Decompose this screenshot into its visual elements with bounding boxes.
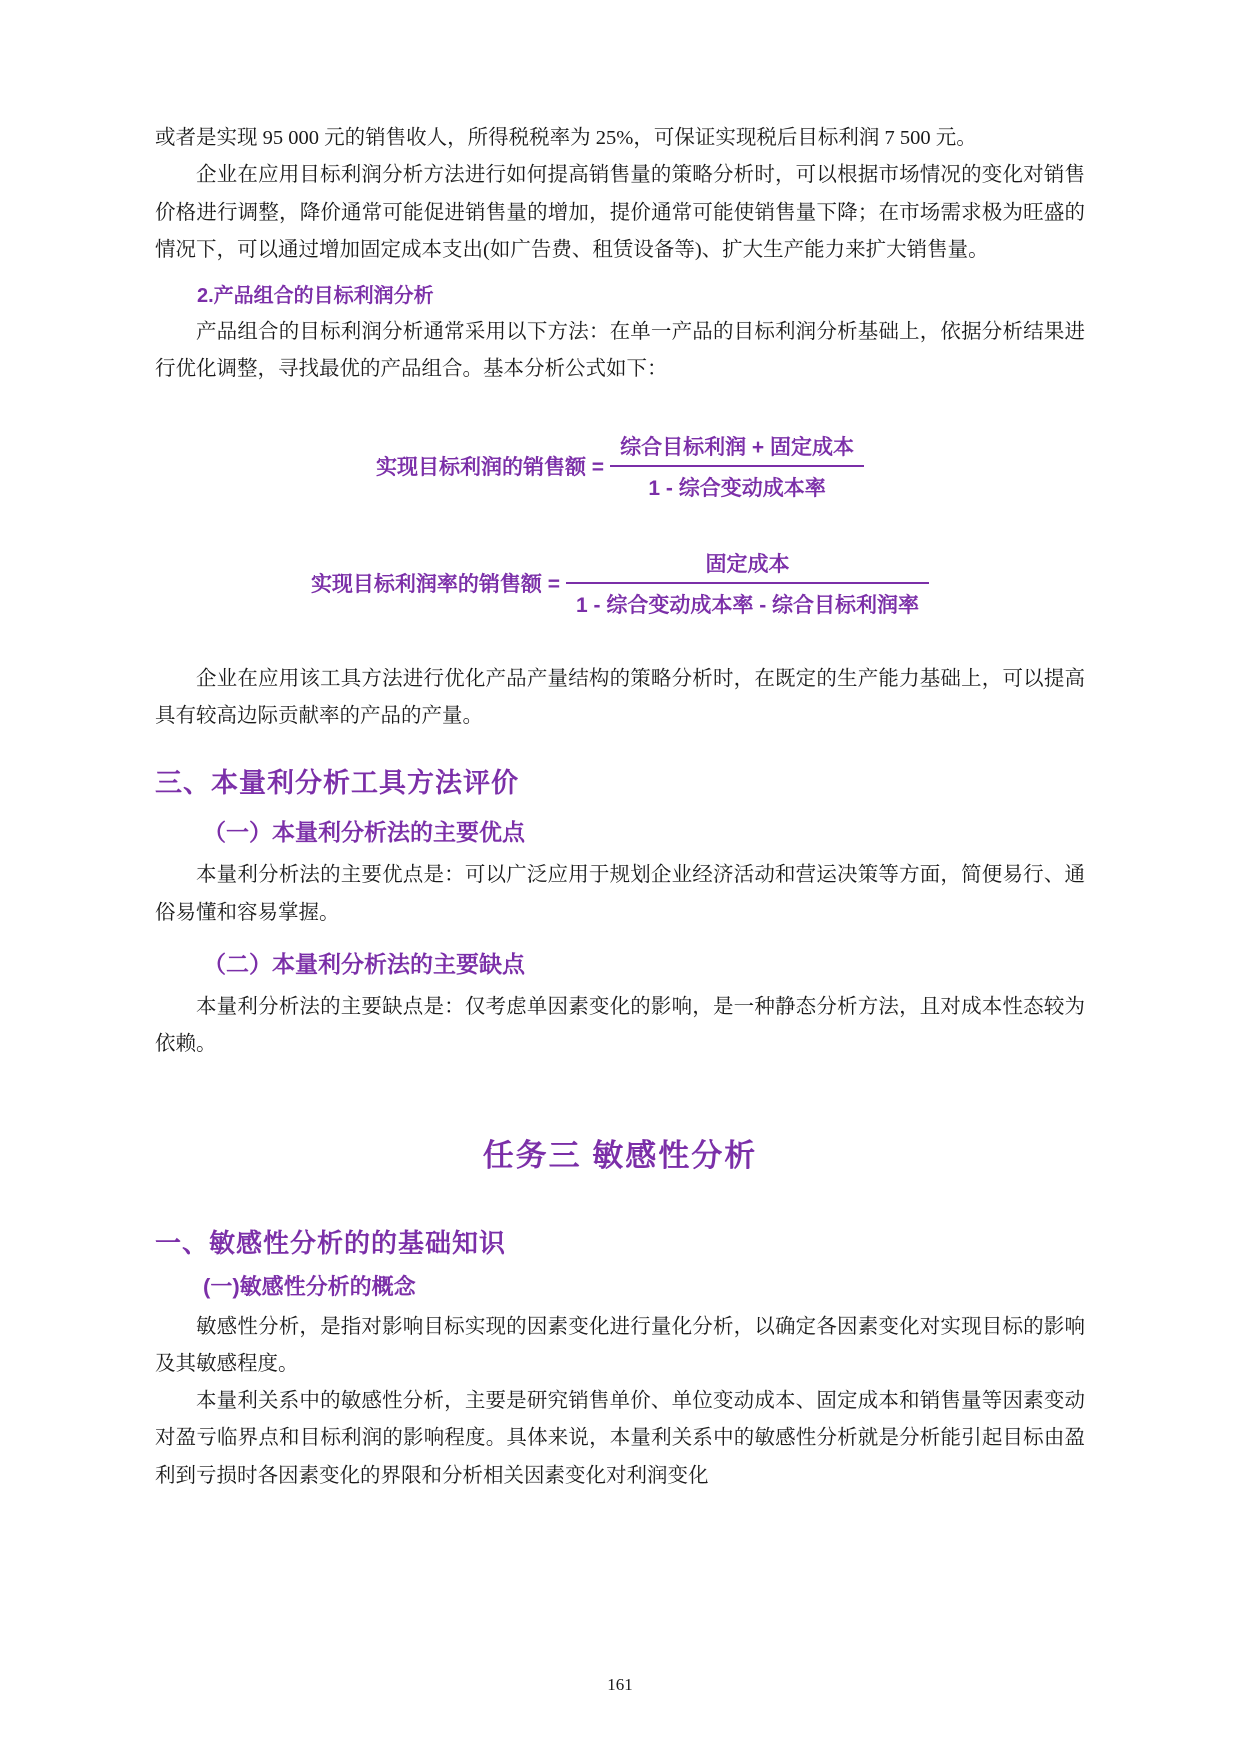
formula-target-profit-sales-amount	[155, 431, 1085, 502]
formula-target-profit-rate-sales-amount	[155, 548, 1085, 619]
formula-fraction	[566, 548, 929, 619]
formula-denominator: 1 - 综合变动成本率	[648, 476, 826, 500]
heading-task-three: 任务三 敏感性分析	[482, 1137, 758, 1173]
formula-denominator: 1 - 综合变动成本率 - 综合目标利润率	[576, 593, 920, 617]
formula-fraction	[610, 431, 864, 502]
heading-sensitivity-basics: 一、敏感性分析的的基础知识	[155, 1227, 507, 1258]
formula-lhs-label: 实现目标利润率的销售额 =	[310, 573, 561, 597]
paragraph-disadvantages: 本量利分析法的主要缺点是：仅考虑单因素变化的影响，是一种静态分析方法，且对成本性态较为依赖。	[155, 995, 1085, 1056]
heading-sensitivity-concept: (一)敏感性分析的概念	[203, 1273, 416, 1299]
paragraph-sensitivity-cvp: 本量利关系中的敏感性分析，主要是研究销售单价、单位变动成本、固定成本和销售量等因素变动对盈亏临界点和目标利润的影响程度。具体来说，本量利关系中的敏感性分析就是分析能引起目标由盈利到亏损时各因素变化的界限和分析相关因素变化对利润变化	[155, 1390, 1085, 1487]
heading-section-three: 三、本量利分析工具方法评价	[155, 768, 519, 799]
formula-lhs-label: 实现目标利润的销售额 =	[375, 456, 605, 480]
formula-numerator: 固定成本	[705, 552, 790, 576]
paragraph-product-mix-method: 产品组合的目标利润分析通常采用以下方法：在单一产品的目标利润分析基础上，依据分析结果进行优化调整，寻找最优的产品组合。基本分析公式如下：	[155, 321, 1085, 381]
spacer	[155, 631, 1085, 661]
heading-disadvantages: （二）本量利分析法的主要缺点	[203, 950, 525, 977]
heading-product-mix-target-profit: 2.产品组合的目标利润分析	[197, 285, 434, 308]
formula-numerator: 综合目标利润 + 固定成本	[620, 435, 855, 459]
paragraph-sensitivity-definition: 敏感性分析，是指对影响目标实现的因素变化进行量化分析，以确定各因素变化对实现目标的影响及其敏感程度。	[155, 1315, 1085, 1375]
paragraph-advantages: 本量利分析法的主要优点是：可以广泛应用于规划企业经济活动和营运决策等方面，简便易行、通俗易懂和容易掌握。	[155, 864, 1085, 924]
page-number: 161	[607, 1675, 633, 1694]
paragraph-target-profit-strategy: 企业在应用目标利润分析方法进行如何提高销售量的策略分析时，可以根据市场情况的变化对销售价格进行调整，降价通常可能促进销售量的增加，提价通常可能使销售量下降；在市场需求极为旺盛的情况下，可以通过增加固定成本支出(如广告费、租赁设备等)、扩大生产能力来扩大销售量。	[155, 164, 1085, 261]
heading-advantages: （一）本量利分析法的主要优点	[203, 819, 525, 846]
paragraph-intro: 或者是实现 95 000 元的销售收人，所得税税率为 25%，可保证实现税后目标利润 7 500 元。	[155, 127, 977, 149]
paragraph-optimize-output-structure: 企业在应用该工具方法进行优化产品产量结构的策略分析时，在既定的生产能力基础上，可以提高具有较高边际贡献率的产品的产量。	[155, 667, 1085, 728]
